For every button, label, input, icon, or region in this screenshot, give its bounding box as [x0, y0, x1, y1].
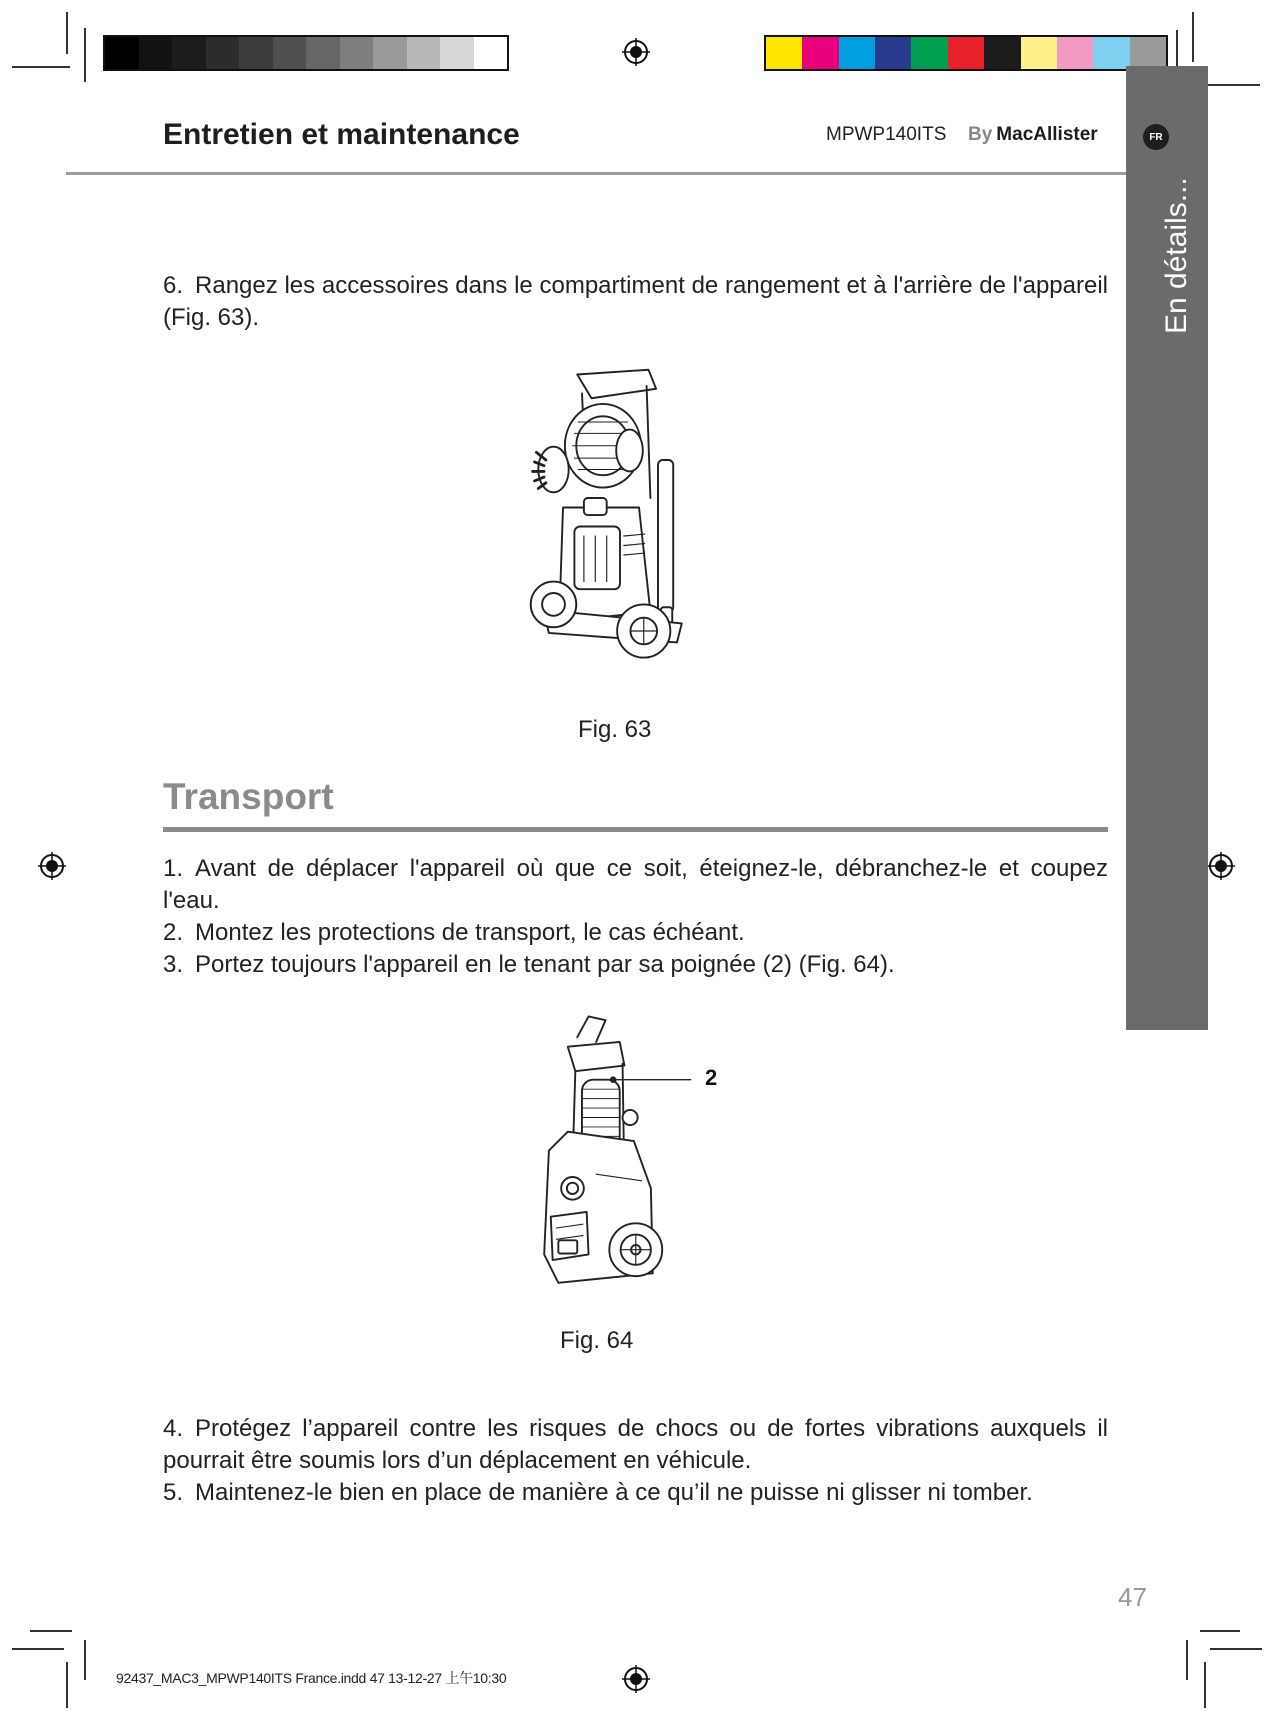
registration-mark-left-icon	[37, 851, 67, 881]
page-number: 47	[1118, 1582, 1147, 1612]
header-divider	[66, 172, 1126, 175]
step-6	[163, 270, 1108, 334]
color-swatch	[802, 37, 838, 69]
color-swatch	[1057, 37, 1093, 69]
side-tab-label: En détails...	[1160, 177, 1193, 334]
crop-mark-bl-h2	[12, 1648, 64, 1650]
figure-64-callout-label: 2	[705, 1065, 718, 1090]
color-swatch	[984, 37, 1020, 69]
crop-mark-bl-v2	[84, 1640, 86, 1680]
crop-mark-tr-v	[1192, 12, 1194, 62]
step-text: Protégez l’appareil contre les risques de chocs ou de fortes vibrations auxquels il pourrait être soumis lors d’un déplacement en véhicule.	[163, 1415, 1108, 1474]
crop-mark-br-h2	[1210, 1648, 1262, 1650]
transport-step-3	[163, 949, 1108, 981]
gray-swatch	[440, 37, 474, 69]
gray-swatch	[239, 37, 273, 69]
crop-mark-br-v2	[1204, 1662, 1206, 1708]
gray-swatch	[105, 37, 139, 69]
color-swatch	[911, 37, 947, 69]
grayscale-calibration-bar	[103, 35, 509, 71]
brand-logo	[968, 124, 1098, 146]
transport-step-4	[163, 1413, 1108, 1477]
crop-mark-tl-v2	[84, 28, 86, 82]
transport-step-1	[163, 853, 1108, 917]
gray-swatch	[172, 37, 206, 69]
crop-mark-tr-h	[1208, 84, 1260, 86]
step-number: 2.	[163, 919, 184, 946]
figure-64-pressure-washer-illustration	[530, 1005, 700, 1315]
step-number: 6.	[163, 272, 184, 299]
step-text: Rangez les accessoires dans le compartiment de rangement et à l'arrière de l'appareil (Fig. 63).	[163, 272, 1108, 331]
color-swatch	[1130, 37, 1166, 69]
color-swatch	[839, 37, 875, 69]
step-number: 3.	[163, 951, 184, 978]
gray-swatch	[139, 37, 173, 69]
model-number: MPWP140ITS	[826, 124, 947, 145]
gray-swatch	[474, 37, 508, 69]
brand-name: MacAllister	[996, 124, 1098, 145]
crop-mark-br-h	[1200, 1630, 1240, 1632]
step-number: 5.	[163, 1479, 184, 1506]
section-title-transport: Transport	[163, 776, 334, 817]
color-swatch	[1093, 37, 1129, 69]
crop-mark-br-v	[1186, 1640, 1188, 1680]
figure-63-pressure-washer-illustration	[525, 352, 715, 682]
gray-swatch	[340, 37, 374, 69]
step-text: Avant de déplacer l'appareil où que ce soit, éteignez-le, débranchez-le et coupez l'eau.	[163, 855, 1108, 914]
crop-mark-bl-v	[66, 1662, 68, 1708]
gray-swatch	[306, 37, 340, 69]
step-text: Montez les protections de transport, le cas échéant.	[195, 919, 745, 946]
registration-mark-right-icon	[1206, 851, 1236, 881]
color-swatch	[1021, 37, 1057, 69]
crop-mark-bl-h	[30, 1630, 72, 1632]
crop-mark-tl-h	[12, 66, 70, 68]
color-swatch	[766, 37, 802, 69]
print-slug-line: 92437_MAC3_MPWP140ITS France.indd 47 13-12-27 上午10:30	[116, 1670, 507, 1686]
transport-step-5	[163, 1477, 1108, 1509]
gray-swatch	[206, 37, 240, 69]
color-calibration-bar	[764, 35, 1168, 71]
section-divider	[163, 827, 1108, 832]
gray-swatch	[273, 37, 307, 69]
crop-mark-tl-v	[66, 12, 68, 54]
color-swatch	[875, 37, 911, 69]
step-text: Portez toujours l'appareil en le tenant par sa poignée (2) (Fig. 64).	[195, 951, 895, 978]
color-swatch	[948, 37, 984, 69]
step-number: 1.	[163, 855, 184, 882]
page-header-title: Entretien et maintenance	[163, 118, 520, 151]
step-number: 4.	[163, 1415, 184, 1442]
step-text: Maintenez-le bien en place de manière à ce qu’il ne puisse ni glisser ni tomber.	[195, 1479, 1033, 1506]
language-badge: FR	[1143, 124, 1169, 150]
registration-mark-top-icon	[621, 37, 651, 67]
registration-mark-bottom-icon	[621, 1664, 651, 1694]
gray-swatch	[407, 37, 441, 69]
figure-63-caption: Fig. 63	[578, 716, 652, 743]
brand-by: By	[968, 124, 993, 145]
figure-64-caption: Fig. 64	[560, 1327, 634, 1354]
gray-swatch	[373, 37, 407, 69]
transport-step-2	[163, 917, 1108, 949]
